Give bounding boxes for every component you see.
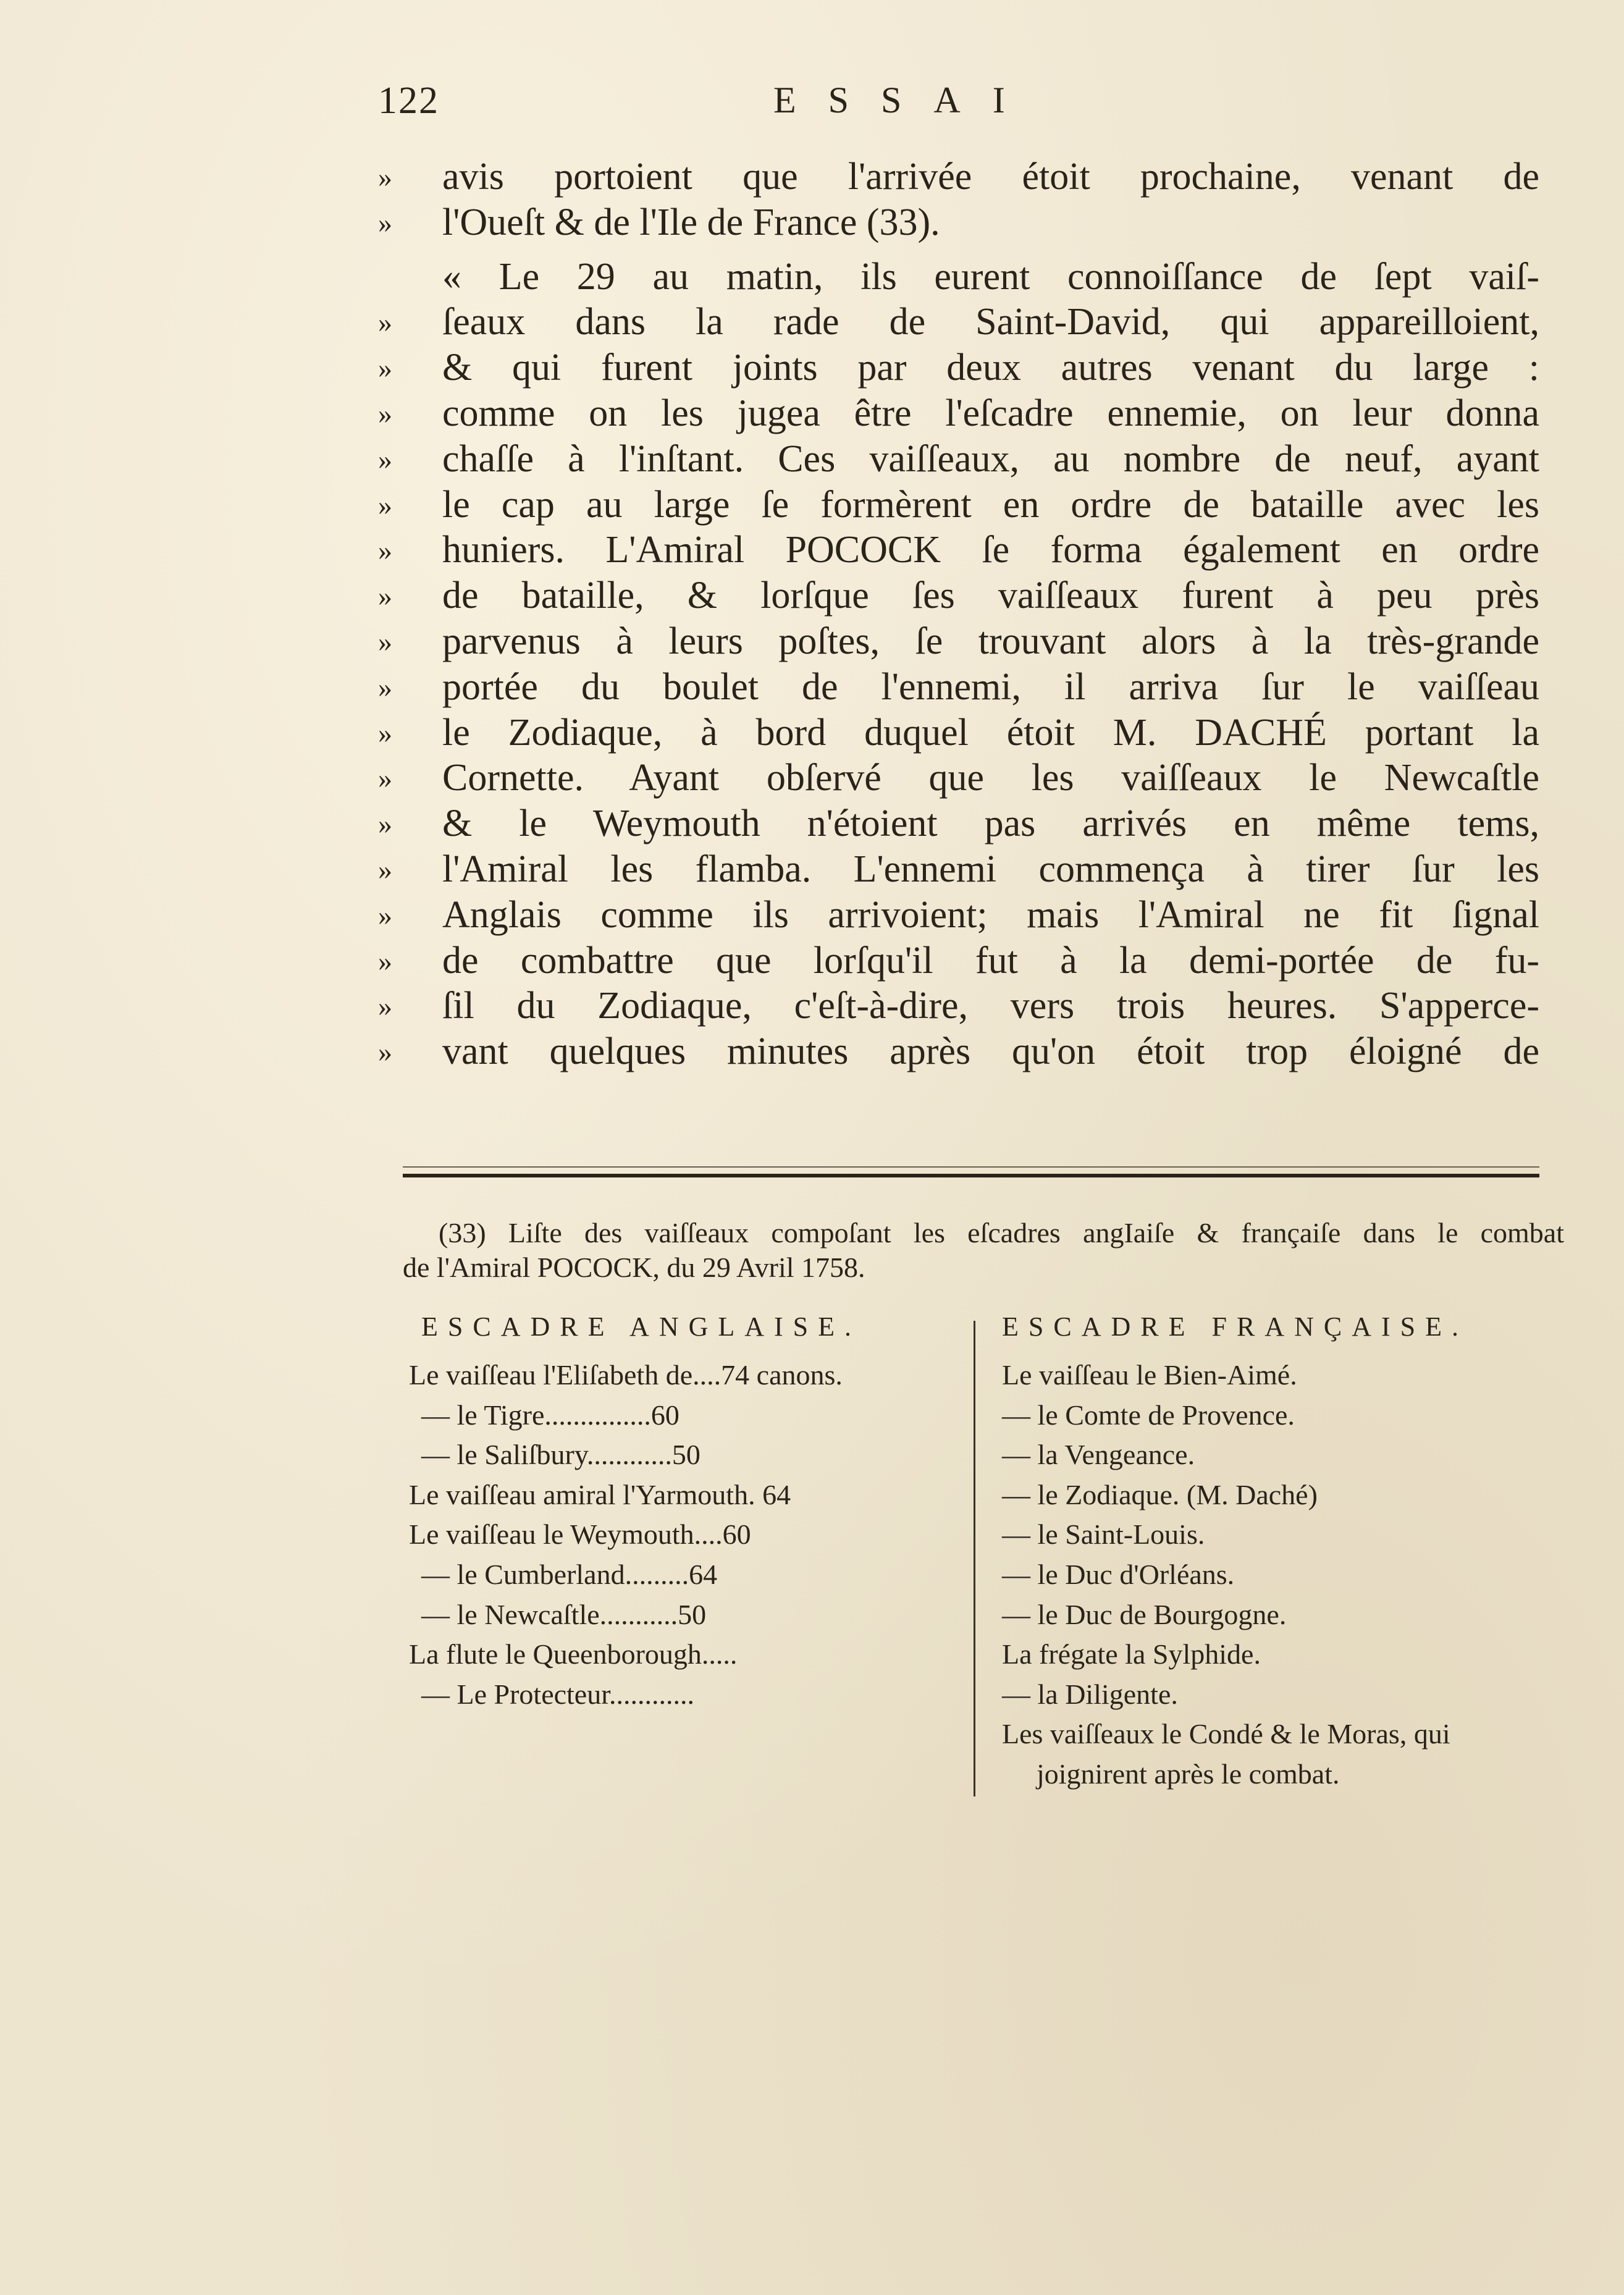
page-number: 122 — [378, 80, 439, 122]
line-text: & qui furent joints par deux autres venant du large : — [442, 347, 1539, 389]
ship-entry: joignirent après le combat. — [1037, 1758, 1340, 1790]
text-line — [378, 1029, 1539, 1075]
line-text: Cornette. Ayant obſervé que les vaiſſeaux le Newcaſtle — [442, 757, 1539, 799]
ship-entry: — le Zodiaque. (M. Daché) — [1002, 1478, 1318, 1510]
quote-mark: » — [378, 762, 392, 794]
quote-mark: » — [378, 671, 392, 703]
line-text: Anglais comme ils arrivoient; mais l'Amiral ne fit ſignal — [442, 893, 1539, 936]
ship-entry: Les vaiſſeaux le Condé & le Moras, qui — [1002, 1718, 1450, 1750]
ship-entry: — le Saint-Louis. — [1002, 1518, 1205, 1551]
text-line — [378, 801, 1539, 847]
quote-mark: » — [378, 306, 392, 339]
line-text: le cap au large ſe formèrent en ordre de bataille avec les — [442, 483, 1539, 526]
quote-mark: » — [378, 161, 392, 193]
line-text: l'Oueſt & de l'Ile de France (33). — [442, 201, 940, 243]
line-text: portée du boulet de l'ennemi, il arriva ſur le vaiſſeau — [442, 665, 1539, 708]
ship-entry: — le Newcaſtle...........50 — [421, 1598, 707, 1630]
text-line — [378, 528, 1539, 573]
french-squadron-list — [1002, 1308, 1564, 1795]
ship-entry: Le vaiſſeau l'Eliſabeth de....74 canons. — [409, 1359, 843, 1391]
running-head — [378, 79, 1539, 135]
footnote — [403, 1216, 1564, 1285]
footnote-rule-thin — [403, 1166, 1539, 1168]
english-squadron-heading: ESCADRE ANGLAISE. — [421, 1312, 862, 1342]
ship-entry: — la Diligente. — [1002, 1678, 1178, 1710]
quote-mark: » — [378, 206, 392, 238]
quote-mark: » — [378, 443, 392, 475]
footnote-line: (33) Liſte des vaiſſeaux compoſant les eſcadres angIaiſe & françaiſe dans le combat — [439, 1217, 1564, 1249]
text-line — [378, 710, 1539, 756]
quote-mark: » — [378, 945, 392, 977]
line-text: de bataille, & lorſque ſes vaiſſeaux furent à peu près — [442, 575, 1539, 617]
quote-mark: » — [378, 990, 392, 1022]
ship-entry: — le Saliſbury............50 — [421, 1439, 701, 1471]
ship-entry: — le Duc d'Orléans. — [1002, 1558, 1235, 1590]
ship-entry: Le vaiſſeau amiral l'Yarmouth. 64 — [409, 1478, 791, 1510]
text-line — [378, 154, 1539, 200]
text-line — [378, 345, 1539, 391]
quote-mark: » — [378, 534, 392, 566]
text-line — [378, 200, 1539, 246]
french-squadron-heading: ESCADRE FRANÇAISE. — [1002, 1312, 1468, 1342]
quote-mark: » — [378, 397, 392, 429]
column-divider — [974, 1321, 975, 1796]
line-text: l'Amiral les flamba. L'ennemi commença à tirer ſur les — [442, 848, 1539, 890]
quote-mark: » — [378, 808, 392, 840]
line-text: « Le 29 au matin, ils eurent connoiſſance de ſept vaiſ- — [442, 255, 1539, 298]
ship-entry: — le Tigre...............60 — [421, 1399, 679, 1431]
quote-mark: » — [378, 899, 392, 931]
ship-entry: La frégate la Sylphide. — [1002, 1638, 1261, 1670]
line-text: comme on les jugea être l'eſcadre ennemie, on leur donna — [442, 392, 1539, 434]
ship-entry: — le Cumberland.........64 — [421, 1558, 718, 1590]
line-text: huniers. L'Amiral POCOCK ſe forma également en ordre — [442, 529, 1539, 571]
line-text: parvenus à leurs poſtes, ſe trouvant alors à la très-grande — [442, 620, 1539, 662]
ship-entry: — la Vengeance. — [1002, 1439, 1195, 1471]
quote-mark: » — [378, 352, 392, 384]
line-text: le Zodiaque, à bord duquel étoit M. DACHÉ portant la — [442, 711, 1539, 754]
ship-entry: La flute le Queenborough..... — [409, 1638, 738, 1670]
quote-mark: » — [378, 489, 392, 521]
line-text: avis portoient que l'arrivée étoit prochaine, venant de — [442, 156, 1539, 198]
text-line — [378, 482, 1539, 528]
text-line — [378, 893, 1539, 938]
text-line — [378, 300, 1539, 345]
footnote-rule — [403, 1174, 1539, 1177]
ship-entry: — Le Protecteur............ — [421, 1678, 695, 1710]
line-text: & le Weymouth n'étoient pas arrivés en même tems, — [442, 802, 1539, 845]
text-line — [378, 391, 1539, 437]
text-line — [378, 619, 1539, 665]
running-title: ESSAI — [773, 80, 1037, 120]
line-text: de combattre que lorſqu'il fut à la demi-portée de fu- — [442, 939, 1539, 982]
quote-mark: » — [378, 580, 392, 612]
text-line — [378, 255, 1539, 300]
english-squadron-list — [409, 1308, 965, 1714]
text-line — [378, 573, 1539, 619]
text-line — [378, 983, 1539, 1029]
ship-entry: — le Comte de Provence. — [1002, 1399, 1295, 1431]
main-text — [378, 154, 1539, 1075]
text-line — [378, 665, 1539, 710]
line-text: ſil du Zodiaque, c'eſt-à-dire, vers trois heures. S'apperce- — [442, 985, 1539, 1027]
text-line — [378, 756, 1539, 801]
text-line — [378, 437, 1539, 482]
text-line — [378, 938, 1539, 984]
line-text: ſeaux dans la rade de Saint-David, qui appareilloient, — [442, 301, 1539, 343]
ship-entry: Le vaiſſeau le Bien-Aimé. — [1002, 1359, 1297, 1391]
quote-mark: » — [378, 717, 392, 749]
quote-mark: » — [378, 853, 392, 885]
text-line — [378, 847, 1539, 893]
ship-entry: — le Duc de Bourgogne. — [1002, 1598, 1287, 1630]
line-text: vant quelques minutes après qu'on étoit trop éloigné de — [442, 1030, 1539, 1073]
footnote-line: de l'Amiral POCOCK, du 29 Avril 1758. — [403, 1252, 865, 1283]
quote-mark: » — [378, 625, 392, 657]
ship-entry: Le vaiſſeau le Weymouth....60 — [409, 1518, 751, 1551]
quote-mark: » — [378, 1036, 392, 1068]
line-text: chaſſe à l'inſtant. Ces vaiſſeaux, au nombre de neuf, ayant — [442, 437, 1539, 480]
